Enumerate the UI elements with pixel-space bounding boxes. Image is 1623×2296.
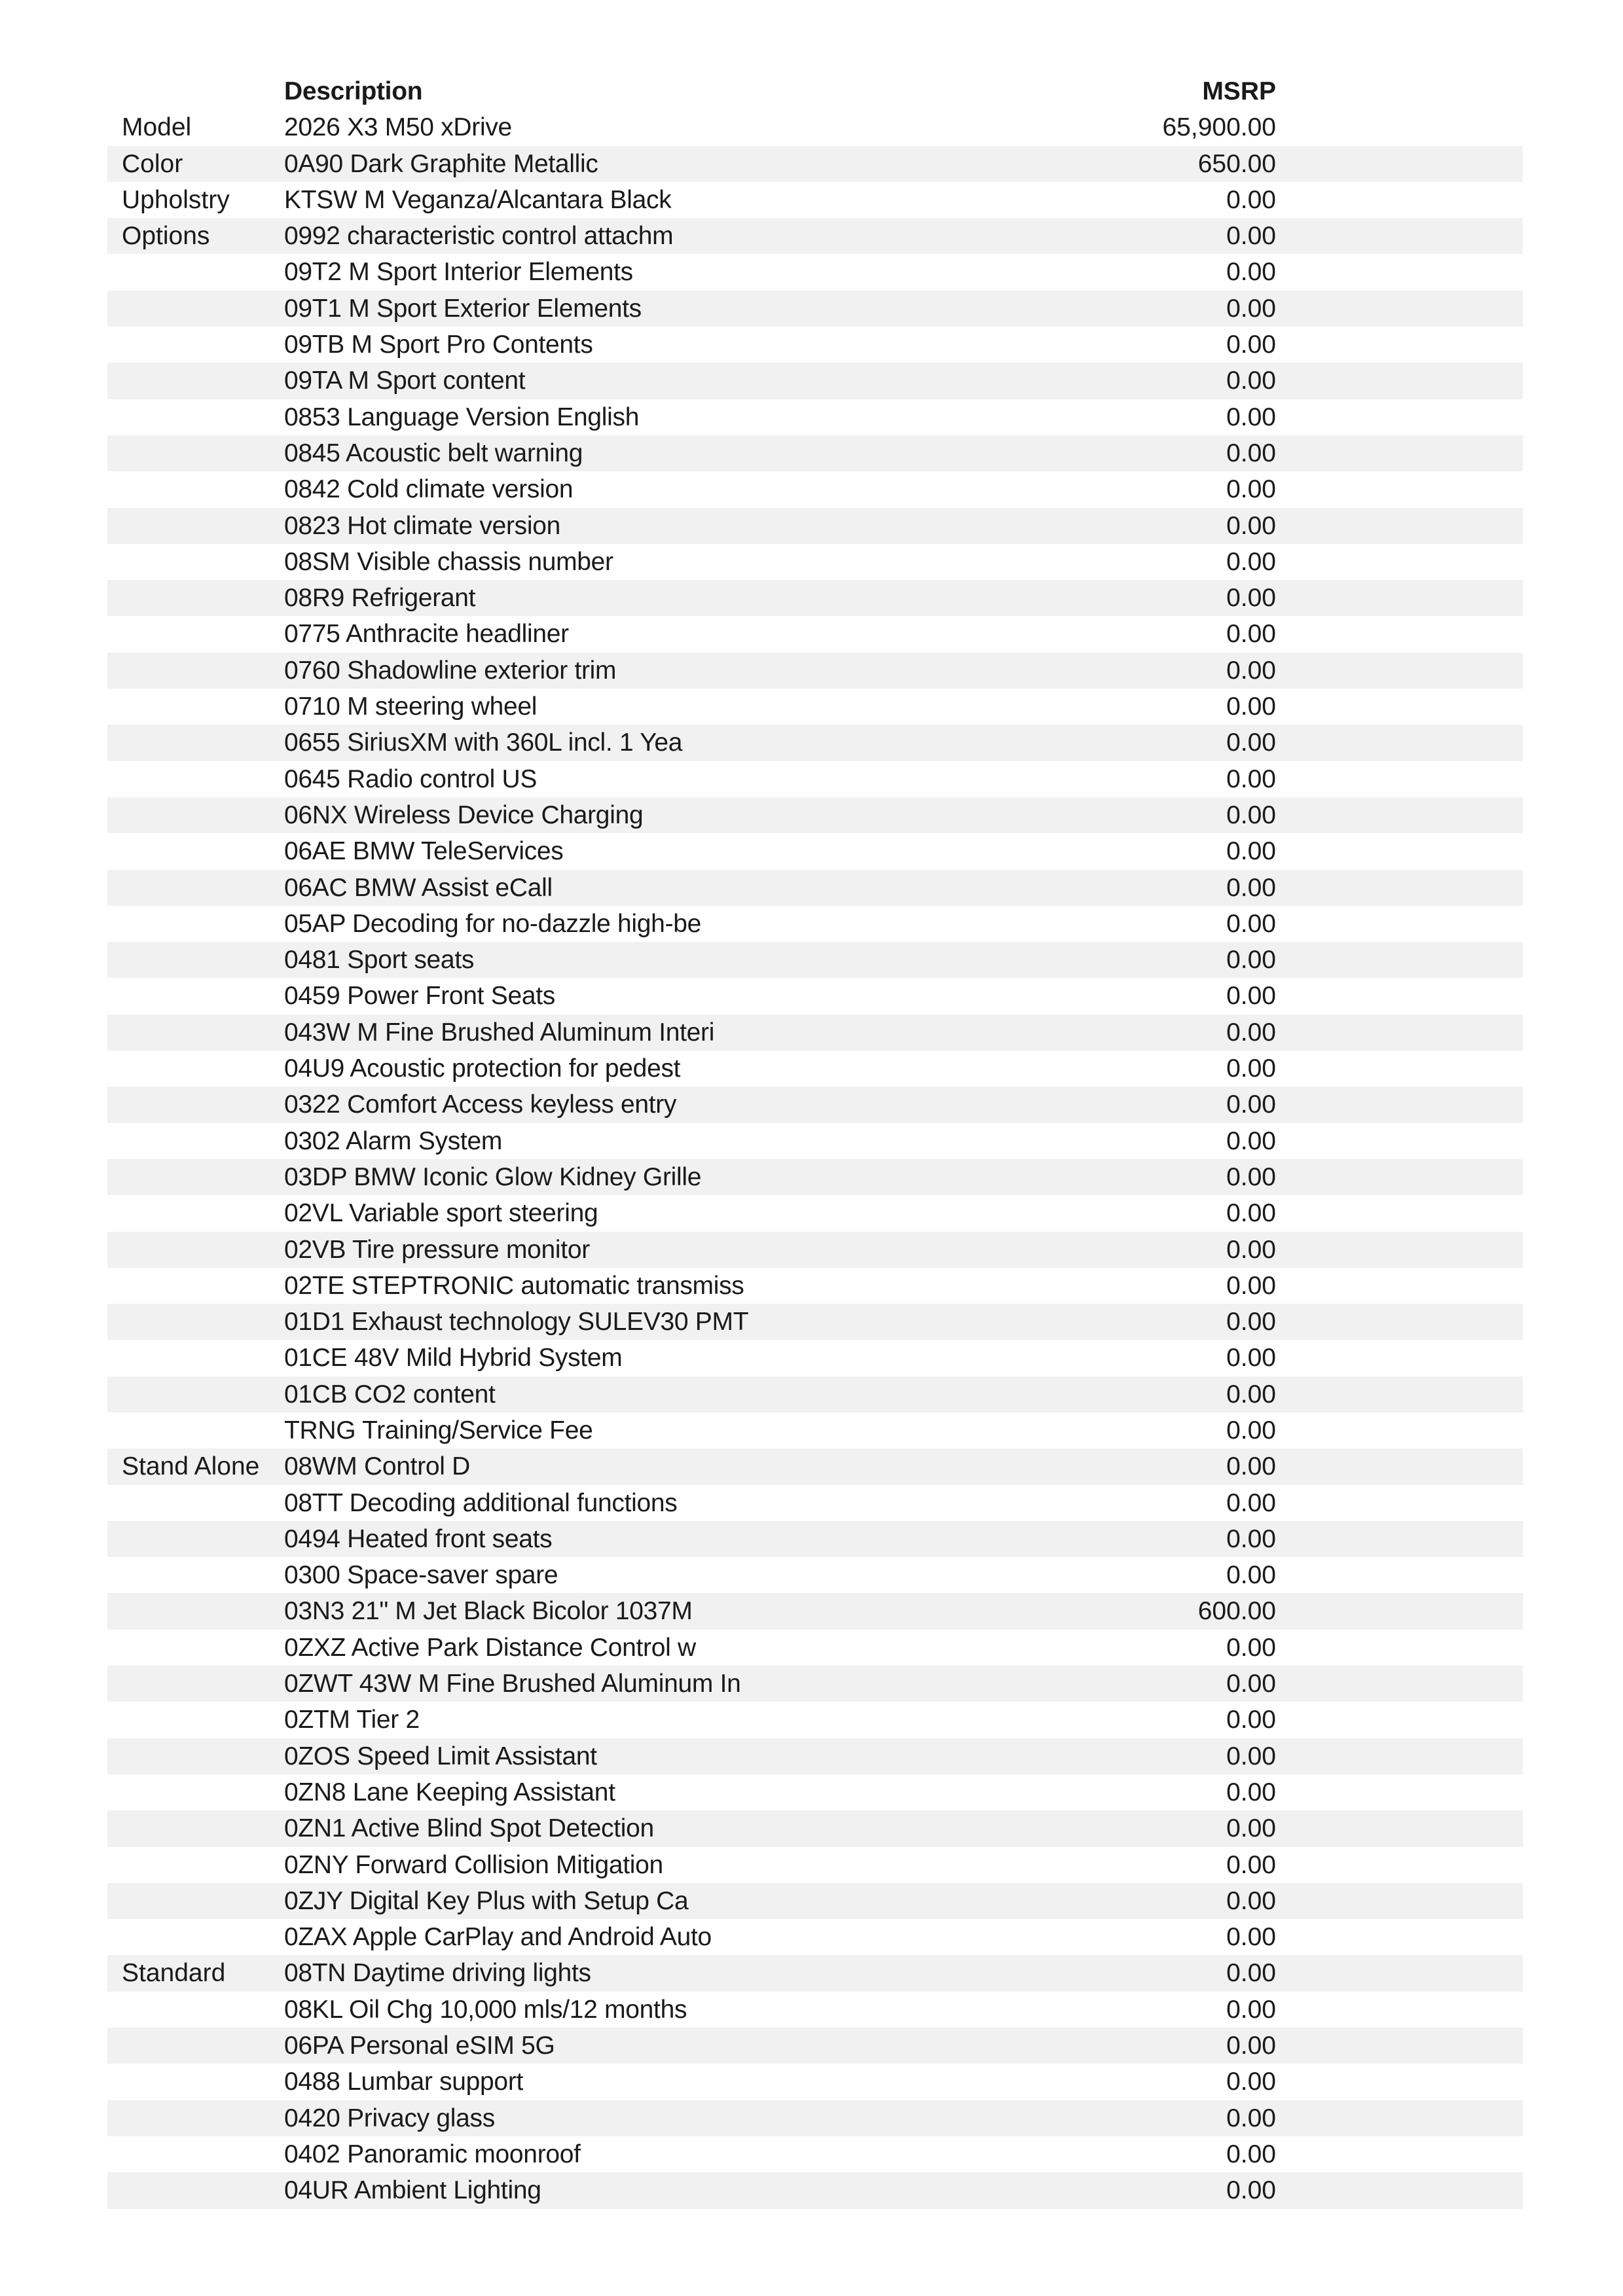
msrp-cell: 0.00 (1226, 946, 1276, 975)
table-row (107, 725, 1523, 761)
table-row (107, 363, 1523, 399)
description-cell: 0645 Radio control US (284, 764, 538, 793)
category-cell: Stand Alone (122, 1452, 260, 1481)
table-row (107, 327, 1523, 363)
msrp-cell: 0.00 (1226, 475, 1276, 504)
description-cell: 0459 Power Front Seats (284, 982, 555, 1011)
description-cell: 0ZJY Digital Key Plus with Setup Ca (284, 1886, 689, 1915)
msrp-cell: 0.00 (1226, 1308, 1276, 1336)
msrp-cell: 0.00 (1226, 873, 1276, 902)
description-cell: 0775 Anthracite headliner (284, 620, 569, 649)
msrp-cell: 0.00 (1226, 584, 1276, 613)
description-cell: 0655 SiriusXM with 360L incl. 1 Yea (284, 728, 683, 757)
description-cell: 0ZN8 Lane Keeping Assistant (284, 1778, 615, 1806)
table-row (107, 2028, 1523, 2064)
msrp-cell: 0.00 (1226, 656, 1276, 685)
table-row (107, 689, 1523, 725)
table-row (107, 435, 1523, 471)
description-cell: 06AE BMW TeleServices (284, 837, 564, 866)
description-cell: 02VL Variable sport steering (284, 1199, 598, 1228)
msrp-cell: 0.00 (1226, 837, 1276, 866)
table-row (107, 146, 1523, 182)
table-row (107, 1448, 1523, 1484)
msrp-cell: 0.00 (1226, 547, 1276, 576)
table-row (107, 471, 1523, 507)
msrp-cell: 0.00 (1226, 728, 1276, 757)
description-cell: 0300 Space-saver spare (284, 1561, 558, 1590)
table-row (107, 833, 1523, 869)
description-cell: 0710 M steering wheel (284, 692, 538, 721)
msrp-cell: 0.00 (1226, 1923, 1276, 1952)
table-header (107, 73, 1523, 109)
msrp-cell: 0.00 (1226, 1850, 1276, 1879)
description-cell: 08KL Oil Chg 10,000 mls/12 months (284, 1995, 687, 2024)
description-cell: 09TB M Sport Pro Contents (284, 331, 593, 359)
msrp-cell: 0.00 (1226, 1778, 1276, 1806)
description-cell: 2026 X3 M50 xDrive (284, 113, 512, 142)
description-cell: 04U9 Acoustic protection for pedest (284, 1054, 681, 1083)
description-cell: 06PA Personal eSIM 5G (284, 2032, 555, 2060)
msrp-cell: 0.00 (1226, 800, 1276, 829)
description-cell: 0420 Privacy glass (284, 2104, 495, 2132)
description-cell: 0494 Heated front seats (284, 1524, 553, 1553)
table-row (107, 544, 1523, 580)
table-row (107, 1159, 1523, 1195)
description-cell: 01CB CO2 content (284, 1380, 496, 1408)
msrp-cell: 0.00 (1226, 1488, 1276, 1517)
msrp-cell: 0.00 (1226, 222, 1276, 251)
table-row (107, 1412, 1523, 1448)
table-row (107, 291, 1523, 327)
table-row (107, 1593, 1523, 1629)
table-row (107, 2136, 1523, 2172)
description-cell: KTSW M Veganza/Alcantara Black (284, 185, 672, 214)
table-row (107, 870, 1523, 906)
msrp-cell: 65,900.00 (1162, 113, 1276, 142)
msrp-cell: 600.00 (1197, 1597, 1276, 1626)
msrp-cell: 0.00 (1226, 692, 1276, 721)
table-row (107, 1376, 1523, 1412)
description-cell: 0823 Hot climate version (284, 511, 561, 540)
msrp-cell: 0.00 (1226, 1706, 1276, 1734)
table-row (107, 1195, 1523, 1231)
msrp-cell: 0.00 (1226, 2176, 1276, 2205)
msrp-cell: 0.00 (1226, 1742, 1276, 1770)
description-cell: 01CE 48V Mild Hybrid System (284, 1344, 623, 1372)
table-row (107, 978, 1523, 1014)
description-column-header: Description (284, 77, 423, 105)
table-row (107, 906, 1523, 942)
table-row (107, 109, 1523, 145)
table-row (107, 254, 1523, 290)
table-row (107, 1014, 1523, 1050)
msrp-cell: 0.00 (1226, 1235, 1276, 1264)
description-cell: 0322 Comfort Access keyless entry (284, 1090, 677, 1119)
msrp-cell: 0.00 (1226, 1814, 1276, 1843)
table-row (107, 1086, 1523, 1122)
msrp-cell: 0.00 (1226, 1670, 1276, 1698)
description-cell: 02VB Tire pressure monitor (284, 1235, 590, 1264)
msrp-cell: 0.00 (1226, 1054, 1276, 1083)
table-row (107, 1232, 1523, 1268)
description-cell: 08WM Control D (284, 1452, 471, 1481)
description-cell: 0ZNY Forward Collision Mitigation (284, 1850, 663, 1879)
description-cell: 09T2 M Sport Interior Elements (284, 258, 633, 287)
description-cell: 08SM Visible chassis number (284, 547, 613, 576)
description-cell: 08R9 Refrigerant (284, 584, 476, 613)
msrp-cell: 0.00 (1226, 1416, 1276, 1444)
category-cell: Model (122, 113, 192, 142)
description-cell: 043W M Fine Brushed Aluminum Interi (284, 1018, 715, 1047)
table-row (107, 1304, 1523, 1340)
description-cell: 04UR Ambient Lighting (284, 2176, 541, 2205)
msrp-cell: 650.00 (1197, 149, 1276, 178)
table-row (107, 1557, 1523, 1593)
msrp-cell: 0.00 (1226, 258, 1276, 287)
description-cell: 0ZXZ Active Park Distance Control w (284, 1633, 696, 1662)
table-row (107, 653, 1523, 689)
msrp-cell: 0.00 (1226, 1126, 1276, 1155)
description-cell: 0842 Cold climate version (284, 475, 574, 504)
description-cell: 0A90 Dark Graphite Metallic (284, 149, 598, 178)
msrp-cell: 0.00 (1226, 1162, 1276, 1191)
table-row (107, 942, 1523, 978)
msrp-cell: 0.00 (1226, 1380, 1276, 1408)
msrp-cell: 0.00 (1226, 403, 1276, 431)
table-row (107, 1883, 1523, 1919)
msrp-cell: 0.00 (1226, 1452, 1276, 1481)
msrp-cell: 0.00 (1226, 1018, 1276, 1047)
table-row (107, 1268, 1523, 1304)
table-row (107, 1810, 1523, 1846)
category-cell: Options (122, 222, 210, 251)
description-cell: 01D1 Exhaust technology SULEV30 PMT (284, 1308, 749, 1336)
description-cell: 0ZWT 43W M Fine Brushed Aluminum In (284, 1670, 741, 1698)
msrp-column-header: MSRP (1202, 77, 1276, 105)
description-cell: 08TT Decoding additional functions (284, 1488, 678, 1517)
msrp-cell: 0.00 (1226, 764, 1276, 793)
description-cell: 0760 Shadowline exterior trim (284, 656, 617, 685)
table-row (107, 1630, 1523, 1666)
description-cell: 0402 Panoramic moonroof (284, 2140, 581, 2168)
description-cell: 0488 Lumbar support (284, 2068, 524, 2096)
description-cell: 09T1 M Sport Exterior Elements (284, 294, 642, 323)
table-row (107, 1919, 1523, 1955)
description-cell: 0ZN1 Active Blind Spot Detection (284, 1814, 654, 1843)
description-cell: 02TE STEPTRONIC automatic transmiss (284, 1271, 744, 1300)
msrp-cell: 0.00 (1226, 1561, 1276, 1590)
description-cell: 09TA M Sport content (284, 367, 526, 395)
msrp-cell: 0.00 (1226, 1271, 1276, 1300)
category-cell: Upholstry (122, 185, 230, 214)
table-row (107, 797, 1523, 833)
description-cell: 0302 Alarm System (284, 1126, 503, 1155)
description-cell: 08TN Daytime driving lights (284, 1959, 591, 1988)
msrp-cell: 0.00 (1226, 982, 1276, 1011)
msrp-cell: 0.00 (1226, 1090, 1276, 1119)
table-row (107, 580, 1523, 616)
msrp-cell: 0.00 (1226, 1886, 1276, 1915)
description-cell: 03DP BMW Iconic Glow Kidney Grille (284, 1162, 702, 1191)
table-row (107, 1521, 1523, 1557)
msrp-cell: 0.00 (1226, 909, 1276, 938)
description-cell: 0ZOS Speed Limit Assistant (284, 1742, 597, 1770)
msrp-table (107, 73, 1523, 2209)
table-row (107, 761, 1523, 797)
table-row (107, 1123, 1523, 1159)
msrp-cell: 0.00 (1226, 1995, 1276, 2024)
description-cell: TRNG Training/Service Fee (284, 1416, 593, 1444)
table-row (107, 218, 1523, 254)
description-cell: 0845 Acoustic belt warning (284, 439, 583, 467)
description-cell: 0481 Sport seats (284, 946, 475, 975)
table-row (107, 1485, 1523, 1521)
msrp-cell: 0.00 (1226, 367, 1276, 395)
msrp-cell: 0.00 (1226, 2104, 1276, 2132)
table-row (107, 1992, 1523, 2028)
table-row (107, 616, 1523, 652)
description-cell: 05AP Decoding for no-dazzle high-be (284, 909, 702, 938)
table-row (107, 1666, 1523, 1702)
description-cell: 06NX Wireless Device Charging (284, 800, 644, 829)
msrp-cell: 0.00 (1226, 2140, 1276, 2168)
description-cell: 0ZTM Tier 2 (284, 1706, 420, 1734)
msrp-cell: 0.00 (1226, 1524, 1276, 1553)
table-row (107, 2064, 1523, 2100)
description-cell: 03N3 21" M Jet Black Bicolor 1037M (284, 1597, 693, 1626)
description-cell: 0992 characteristic control attachm (284, 222, 674, 251)
table-row (107, 1340, 1523, 1376)
msrp-cell: 0.00 (1226, 439, 1276, 467)
table-body (107, 109, 1523, 2208)
description-cell: 06AC BMW Assist eCall (284, 873, 553, 902)
msrp-cell: 0.00 (1226, 2032, 1276, 2060)
table-row (107, 1955, 1523, 1991)
msrp-cell: 0.00 (1226, 1633, 1276, 1662)
msrp-cell: 0.00 (1226, 1199, 1276, 1228)
category-cell: Standard (122, 1959, 226, 1988)
table-row (107, 2172, 1523, 2208)
msrp-cell: 0.00 (1226, 1959, 1276, 1988)
table-row (107, 508, 1523, 544)
table-row (107, 1050, 1523, 1086)
msrp-cell: 0.00 (1226, 2068, 1276, 2096)
msrp-cell: 0.00 (1226, 185, 1276, 214)
category-cell: Color (122, 149, 183, 178)
msrp-cell: 0.00 (1226, 331, 1276, 359)
table-row (107, 2100, 1523, 2136)
table-row (107, 1774, 1523, 1810)
msrp-cell: 0.00 (1226, 1344, 1276, 1372)
table-row (107, 1702, 1523, 1738)
table-row (107, 1738, 1523, 1774)
description-cell: 0ZAX Apple CarPlay and Android Auto (284, 1923, 712, 1952)
msrp-cell: 0.00 (1226, 620, 1276, 649)
description-cell: 0853 Language Version English (284, 403, 640, 431)
table-row (107, 182, 1523, 218)
table-row (107, 1847, 1523, 1883)
msrp-cell: 0.00 (1226, 511, 1276, 540)
table-row (107, 399, 1523, 435)
msrp-cell: 0.00 (1226, 294, 1276, 323)
